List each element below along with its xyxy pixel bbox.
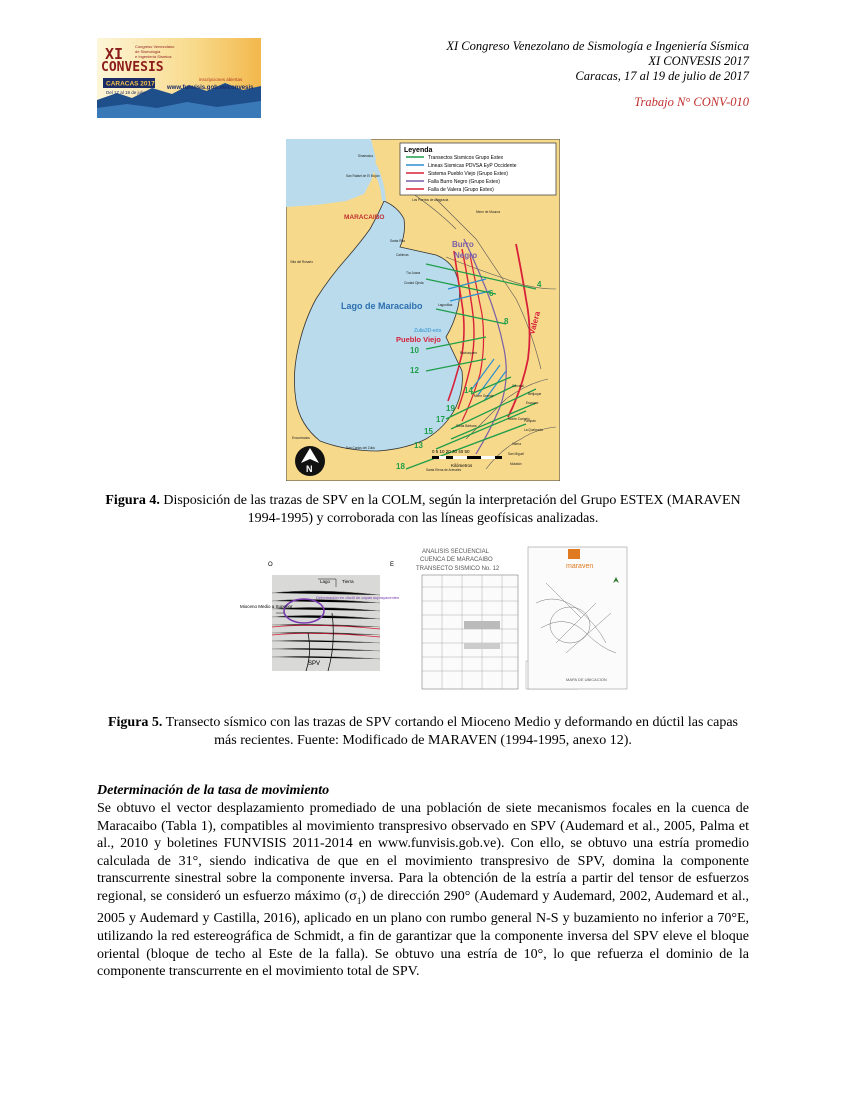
- svg-text:E: E: [390, 562, 395, 568]
- svg-text:Bachaquero: Bachaquero: [460, 351, 478, 355]
- svg-text:Zulia3D-erio: Zulia3D-erio: [414, 328, 442, 334]
- svg-text:Los Puertos de Altagracia: Los Puertos de Altagracia: [412, 198, 449, 202]
- svg-text:La Quebrada: La Quebrada: [524, 428, 543, 432]
- svg-text:8: 8: [504, 317, 509, 326]
- svg-text:6: 6: [489, 289, 494, 298]
- svg-text:Congreso Venezolano: Congreso Venezolano: [135, 44, 175, 49]
- figure-5-text: Transecto sísmico con las trazas de SPV cortando el Mioceno Medio y deformando en dúctil las capas más recientes. Fuente: Modificado de MARAVEN (1994-1995, anexo 12).: [162, 715, 738, 748]
- conference-short: XI CONVESIS 2017: [648, 54, 749, 68]
- svg-text:San Carlos del Zulia: San Carlos del Zulia: [346, 446, 375, 450]
- conference-header: [446, 39, 749, 84]
- svg-text:Santa Elena de Arenales: Santa Elena de Arenales: [426, 468, 462, 472]
- figure-5-caption: [97, 714, 749, 749]
- legend-item-label: Sistema Pueblo Viejo (Grupo Estex): [428, 171, 508, 177]
- svg-text:15: 15: [424, 427, 433, 436]
- svg-text:Lagunillas: Lagunillas: [438, 303, 453, 307]
- figure-4-caption: [97, 492, 749, 527]
- svg-text:Ciudad Ojeda: Ciudad Ojeda: [404, 281, 424, 285]
- svg-text:Santa Rita: Santa Rita: [390, 239, 405, 243]
- svg-text:Leyenda: Leyenda: [404, 147, 433, 154]
- svg-text:14: 14: [464, 386, 473, 395]
- svg-text:Villa del Rosario: Villa del Rosario: [290, 260, 313, 264]
- section-paragraph: Se obtuvo el vector desplazamiento promediado de una población de siete mecanismos focales en la cuenca de Maracaibo (Tabla 1), compatibles al movimiento transpresivo observado en SPV (Audemard et al., 2005, Palma et al., 2010 y boletines FUNVISIS 2011-2014 en www.funvisis.gob.ve). Con ello, se obtuvo una estría promedio calculada de 31°, siendo indicativa de que en el movimiento transpresivo de SPV, domina la componente transcurrente sinestral sobre la componente inversa. Para la obtención de la estría a partir del tensor de esfuerzos regional, se consideró un esfuerzo máximo $(\sigma_1)$ de dirección 290° (Audemard y Audemard, 2002, Audemard et al., 2005 y Audemard y Castilla, 2016), aplicado en un plano con rumbo general N-S y buzamiento no inferior a 70°E, utilizando la red estereográfica de Schmidt, a fin de garantizar que la componente inversa del SPV eleve el bloque oriental (bloque de techo al Este de la falla). Se obtuvo una estría de 10°, lo que refuerza el dominio de la componente transcurrente en el movimiento total de SPV.: [97, 801, 749, 980]
- svg-text:Monte Carmelo: Monte Carmelo: [508, 417, 530, 421]
- svg-text:www.funvisis.gob.ve/convesis: www.funvisis.gob.ve/convesis: [167, 85, 254, 91]
- svg-text:12: 12: [410, 366, 419, 375]
- svg-text:Burro: Burro: [452, 240, 474, 249]
- svg-text:SPV: SPV: [308, 661, 321, 667]
- svg-text:Del 17 al 19 de julio: Del 17 al 19 de julio: [106, 90, 146, 95]
- north-arrow-icon: [295, 446, 325, 476]
- convesis-logo: [97, 38, 261, 118]
- svg-text:San Rafael de El Moján: San Rafael de El Moján: [346, 174, 380, 178]
- svg-text:Escuque: Escuque: [526, 401, 539, 405]
- svg-text:Valera: Valera: [512, 442, 521, 446]
- svg-text:TRANSECTO SISMICO No. 12: TRANSECTO SISMICO No. 12: [416, 566, 500, 572]
- section-title: Determinación de la tasa de movimiento: [97, 783, 330, 798]
- svg-text:4: 4: [537, 280, 542, 289]
- svg-text:CONVESIS: CONVESIS: [101, 60, 164, 75]
- paper-id: Trabajo N° CONV-010: [634, 95, 749, 109]
- svg-text:Sinamaica: Sinamaica: [358, 154, 373, 158]
- figure-4-text: Disposición de las trazas de SPV en la COLM, según la interpretación del Grupo ESTEX (MARAVEN 1994-1995) y corroborada con las líneas geofísicas analizadas.: [159, 493, 741, 526]
- conference-name: XI Congreso Venezolano de Sismología e Ingeniería Sísmica: [446, 39, 749, 53]
- svg-text:de Sismología: de Sismología: [135, 49, 161, 54]
- legend-item-label: Falla Burro Negro (Grupo Estex): [428, 179, 500, 185]
- svg-text:Santa Bárbara: Santa Bárbara: [456, 424, 477, 428]
- svg-text:XI: XI: [105, 45, 124, 63]
- svg-text:Kilómetros: Kilómetros: [451, 463, 473, 468]
- svg-text:Mioceno Medio a Superior: Mioceno Medio a Superior: [240, 604, 293, 609]
- svg-text:CARACAS 2017: CARACAS 2017: [106, 80, 155, 88]
- svg-text:13: 13: [414, 441, 423, 450]
- svg-text:e Ingeniería Sísmica: e Ingeniería Sísmica: [135, 54, 172, 59]
- svg-text:Mene Grande: Mene Grande: [474, 394, 494, 398]
- svg-text:Motatán: Motatán: [510, 462, 522, 466]
- svg-text:MAPA DE UBICACION: MAPA DE UBICACION: [566, 677, 607, 682]
- svg-text:18: 18: [396, 462, 405, 471]
- svg-text:MARACAIBO: MARACAIBO: [344, 214, 385, 221]
- figure-4-map: [286, 139, 560, 481]
- svg-text:Negro: Negro: [454, 251, 478, 260]
- svg-text:17: 17: [436, 415, 445, 424]
- legend-item-label: Falla de Valera (Grupo Estex): [428, 187, 494, 193]
- svg-text:Mene de Mauroa: Mene de Mauroa: [476, 210, 501, 214]
- legend-item-label: Lineas Sismicas PDVSA EyP Occidente: [428, 163, 517, 169]
- svg-text:ANALISIS SECUENCIAL: ANALISIS SECUENCIAL: [422, 549, 490, 555]
- svg-text:Cabimas: Cabimas: [396, 253, 409, 257]
- svg-text:Lago: Lago: [320, 579, 331, 584]
- svg-text:N: N: [306, 464, 313, 474]
- conference-dates: Caracas, 17 al 19 de julio de 2017: [575, 69, 749, 83]
- svg-text:maraven: maraven: [566, 563, 594, 570]
- svg-text:Pueblo Viejo: Pueblo Viejo: [396, 335, 441, 344]
- svg-text:10: 10: [410, 346, 419, 355]
- svg-text:Deformación en dúctil de capas: Deformación en dúctil de capas suprayacentes: [316, 595, 400, 600]
- svg-text:inscripciones abiertas: inscripciones abiertas: [199, 77, 243, 82]
- svg-text:19: 19: [446, 404, 455, 413]
- svg-text:San Miguel: San Miguel: [508, 452, 524, 456]
- sigma-subscript: 1: [356, 895, 362, 906]
- svg-text:Lago de Maracaibo: Lago de Maracaibo: [341, 301, 423, 311]
- svg-text:CUENCA DE MARACAIBO: CUENCA DE MARACAIBO: [420, 557, 493, 563]
- svg-text:Tía Juana: Tía Juana: [406, 271, 421, 275]
- svg-text:Carvajal: Carvajal: [512, 384, 524, 388]
- svg-text:Pampán: Pampán: [524, 419, 536, 423]
- svg-text:O: O: [268, 562, 273, 568]
- figure-4-label: Figura 4.: [105, 493, 160, 508]
- svg-text:0 5 10 20 30 40 50: 0 5 10 20 30 40 50: [432, 449, 470, 454]
- legend-item-label: Transectos Sismicos Grupo Estex: [428, 155, 504, 161]
- figure-5-seismic-transect: [236, 543, 631, 693]
- svg-text:Valera: Valera: [527, 310, 543, 336]
- svg-text:Encontrados: Encontrados: [292, 436, 310, 440]
- svg-text:Tierra: Tierra: [342, 579, 354, 584]
- figure-5-label: Figura 5.: [107, 715, 163, 730]
- svg-text:Betijoque: Betijoque: [528, 392, 542, 396]
